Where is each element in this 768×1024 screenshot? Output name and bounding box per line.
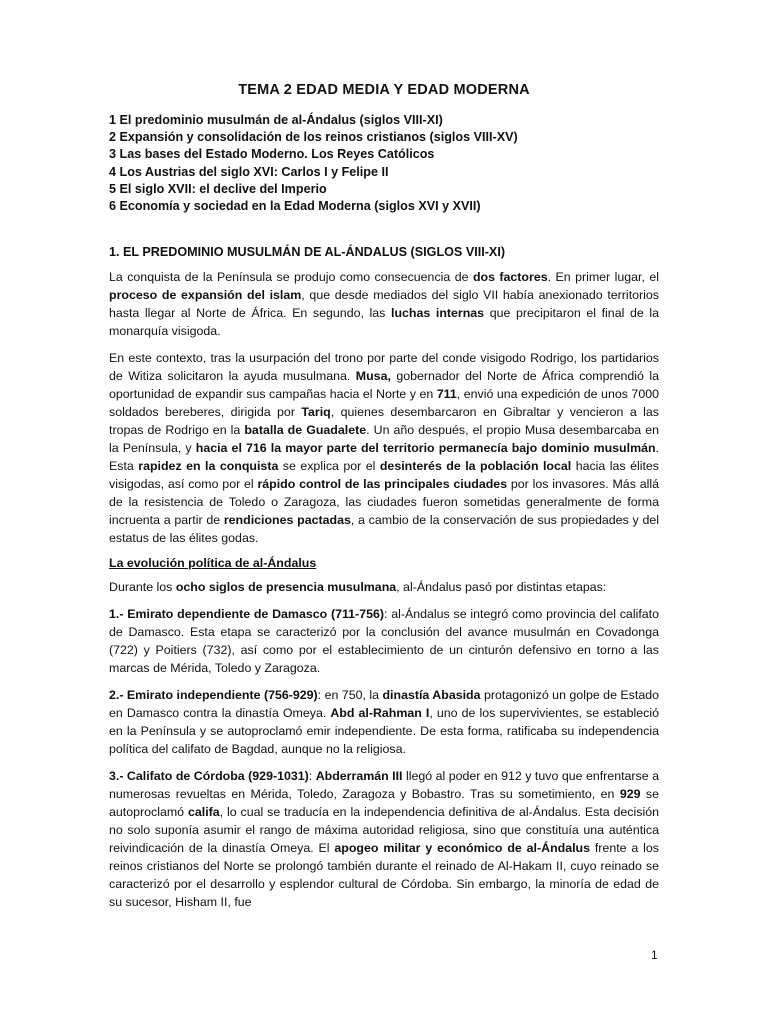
toc-item: 1 El predominio musulmán de al-Ándalus (siglos VIII-XI) — [109, 113, 443, 127]
bold-text: 1.- Emirato dependiente de Damasco (711-756) — [109, 607, 384, 622]
bold-text: califa — [187, 805, 220, 820]
page-number: 1 — [651, 948, 658, 962]
bold-text: hacia el 716 la mayor parte del territorio permanecía bajo dominio musulmán — [195, 441, 656, 456]
bold-text: Abderramán III — [315, 769, 403, 784]
toc-item: 6 Economía y sociedad en la Edad Moderna (siglos XVI y XVII) — [109, 199, 481, 214]
bold-text: rápido control de las principales ciudades — [257, 477, 508, 492]
paragraph-causes: La conquista de la Península se produjo como consecuencia de dos factores. En primer lugar, el proceso de expansión del islam, que desde mediados del siglo VII había anexionado territorios hasta llegar al Norte de África. En segundo, las luchas internas que precipitaron el final de la monarquía visigoda. — [109, 270, 659, 339]
paragraph-emirato-independiente: 2.- Emirato independiente (756-929): en 750, la dinastía Abasida protagonizó un golpe de Estado en Damasco contra la dinastía Omeya. Abd al-Rahman I, uno de los supervivientes, se estableció en la Península y se autoproclamó emir independiente. De esta forma, ratificaba su independencia política del califato de Bagdad, aunque no la religiosa. — [109, 688, 659, 757]
bold-text: rapidez en la conquista — [138, 459, 279, 474]
bold-text: 711 — [436, 387, 457, 402]
document-page — [109, 82, 659, 920]
toc-item: 4 Los Austrias del siglo XVI: Carlos I y Felipe II — [109, 164, 389, 179]
paragraph-intro-stages: Durante los ocho siglos de presencia musulmana, al-Ándalus pasó por distintas etapas: — [109, 580, 607, 595]
bold-text: desinterés de la población local — [379, 459, 572, 474]
bold-text: proceso de expansión del islam — [109, 288, 302, 303]
bold-text: apogeo militar y económico de al-Ándalus — [334, 841, 591, 856]
bold-text: ocho siglos de presencia musulmana — [175, 580, 397, 595]
bold-text: dinastía Abasida — [382, 688, 481, 703]
paragraph-conquest: En este contexto, tras la usurpación del trono por parte del conde visigodo Rodrigo, los partidarios de Witiza solicitaron la ayuda musulmana. Musa, gobernador del Norte de África comprendió la oportunidad de expandir sus campañas hacia el Norte y en 711, envió una expedición de unos 7000 soldados bereberes, dirigida por Tariq, quienes desembarcaron en Gibraltar y vencieron a las tropas de Rodrigo en la batalla de Guadalete. Un año después, el propio Musa desembarcaba en la Península, y hacia el 716 la mayor parte del territorio permanecía bajo dominio musulmán. Esta rapidez en la conquista se explica por el desinterés de la población local hacia las élites visigodas, así como por el rápido control de las principales ciudades por los invasores. Más allá de la resistencia de Toledo o Zaragoza, las ciudades fueron sometidas generalmente de forma incruenta a partir de rendiciones pactadas, a cambio de la conservación de sus propiedades y del estatus de las élites godas. — [109, 351, 660, 546]
bold-text: luchas internas — [391, 306, 485, 321]
table-of-contents — [109, 112, 659, 215]
paragraph-califato: 3.- Califato de Córdoba (929-1031): Abderramán III llegó al poder en 912 y tuvo que enfrentarse a numerosas revueltas en Mérida, Toledo, Zaragoza y Bobastro. Tras su sometimiento, en 929 se autoproclamó califa, lo cual se traducía en la independencia definitiva de al-Ándalus. Esta decisión no solo suponía asumir el rango de máxima autoridad religiosa, sino que constituía una auténtica reivindicación de la dinastía Omeya. El apogeo militar y económico de al-Ándalus frente a los reinos cristianos del Norte se prolongó también durante el reinado de Al-Hakam II, cuyo reinado se caracterizó por el desarrollo y esplendor cultural de Córdoba. Sin embargo, la minoría de edad de su sucesor, Hisham II, fue — [109, 769, 659, 910]
bold-text: 929 — [619, 787, 641, 802]
paragraph-emirato-dependiente: 1.- Emirato dependiente de Damasco (711-756): al-Ándalus se integró como provincia del califato de Damasco. Esta etapa se caracterizó por la conclusión del avance musulmán en Covadonga (722) y Poitiers (732), así como por el establecimiento de un cinturón defensivo en torno a las marcas de Mérida, Toledo y Zaragoza. — [109, 607, 659, 676]
document-title: TEMA 2 EDAD MEDIA Y EDAD MODERNA — [238, 82, 530, 98]
bold-text: batalla de Guadalete — [244, 423, 367, 438]
bold-text: rendiciones pactadas — [223, 513, 351, 528]
bold-text: Tariq — [301, 405, 331, 420]
bold-text: Abd al-Rahman I — [330, 706, 430, 721]
section-heading: 1. EL PREDOMINIO MUSULMÁN DE AL-ÁNDALUS (SIGLOS VIII-XI) — [109, 245, 506, 260]
toc-item: 5 El siglo XVII: el declive del Imperio — [109, 181, 327, 196]
bold-text: dos factores — [472, 270, 548, 285]
toc-item: 2 Expansión y consolidación de los reinos cristianos (siglos VIII-XV) — [109, 130, 518, 145]
bold-text: Musa, — [355, 369, 391, 384]
bold-text: 3.- Califato de Córdoba (929-1031) — [109, 769, 309, 784]
subsection-heading: La evolución política de al-Ándalus — [109, 556, 317, 571]
toc-item: 3 Las bases del Estado Moderno. Los Reyes Católicos — [109, 147, 435, 162]
bold-text: 2.- Emirato independiente (756-929) — [109, 688, 318, 703]
